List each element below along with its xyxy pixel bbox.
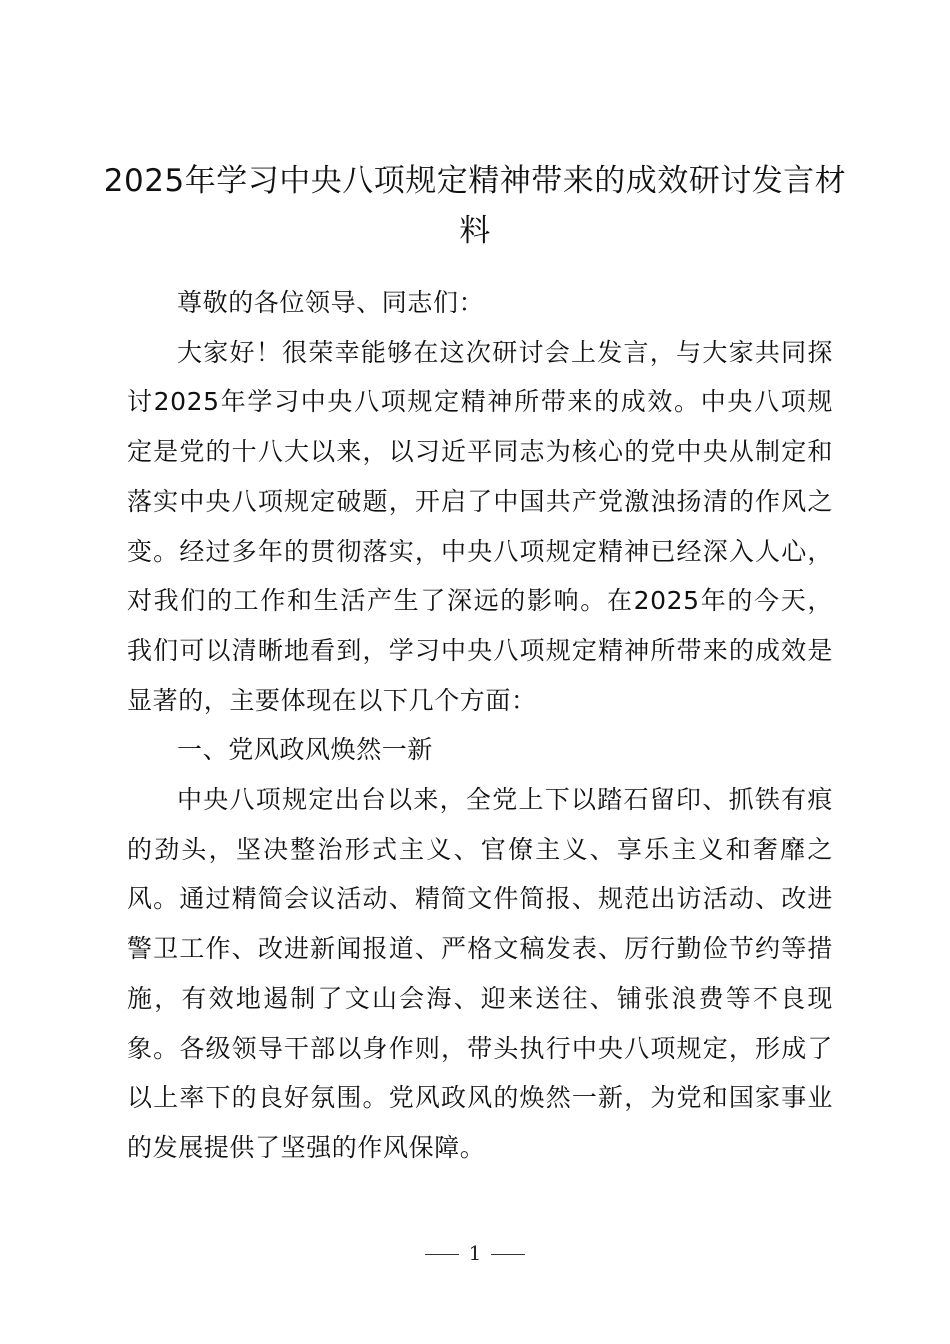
document-title: 2025年学习中央八项规定精神带来的成效研讨发言材料: [103, 163, 847, 249]
right-dash: [491, 1254, 525, 1255]
page-footer: [0, 1238, 950, 1268]
left-dash: [425, 1254, 459, 1255]
document-body: [127, 278, 833, 1173]
section-heading: 一、党风政风焕然一新: [177, 735, 434, 765]
page-number: 1: [468, 1241, 482, 1265]
paragraph-section-1: 中央八项规定出台以来，全党上下以踏石留印、抓铁有痕的劲头，坚决整治形式主义、官僚主义、享乐主义和奢靡之风。通过精简会议活动、精简文件简报、规范出访活动、改进警卫工作、改进新闻报道、严格文稿发表、厉行勤俭节约等措施，有效地遏制了文山会海、迎来送往、铺张浪费等不良现象。各级领导干部以身作则，带头执行中央八项规定，形成了以上率下的良好氛围。党风政风的焕然一新，为党和国家事业的发展提供了坚强的作风保障。: [127, 785, 833, 1162]
paragraph-intro: 大家好！很荣幸能够在这次研讨会上发言，与大家共同探讨2025年学习中央八项规定精神所带来的成效。中央八项规定是党的十八大以来，以习近平同志为核心的党中央从制定和落实中央八项规定破题，开启了中国共产党激浊扬清的作风之变。经过多年的贯彻落实，中央八项规定精神已经深入人心，对我们的工作和生活产生了深远的影响。在2025年的今天，我们可以清晰地看到，学习中央八项规定精神所带来的成效是显著的，主要体现在以下几个方面：: [127, 337, 833, 715]
salutation: 尊敬的各位领导、同志们：: [177, 288, 485, 317]
